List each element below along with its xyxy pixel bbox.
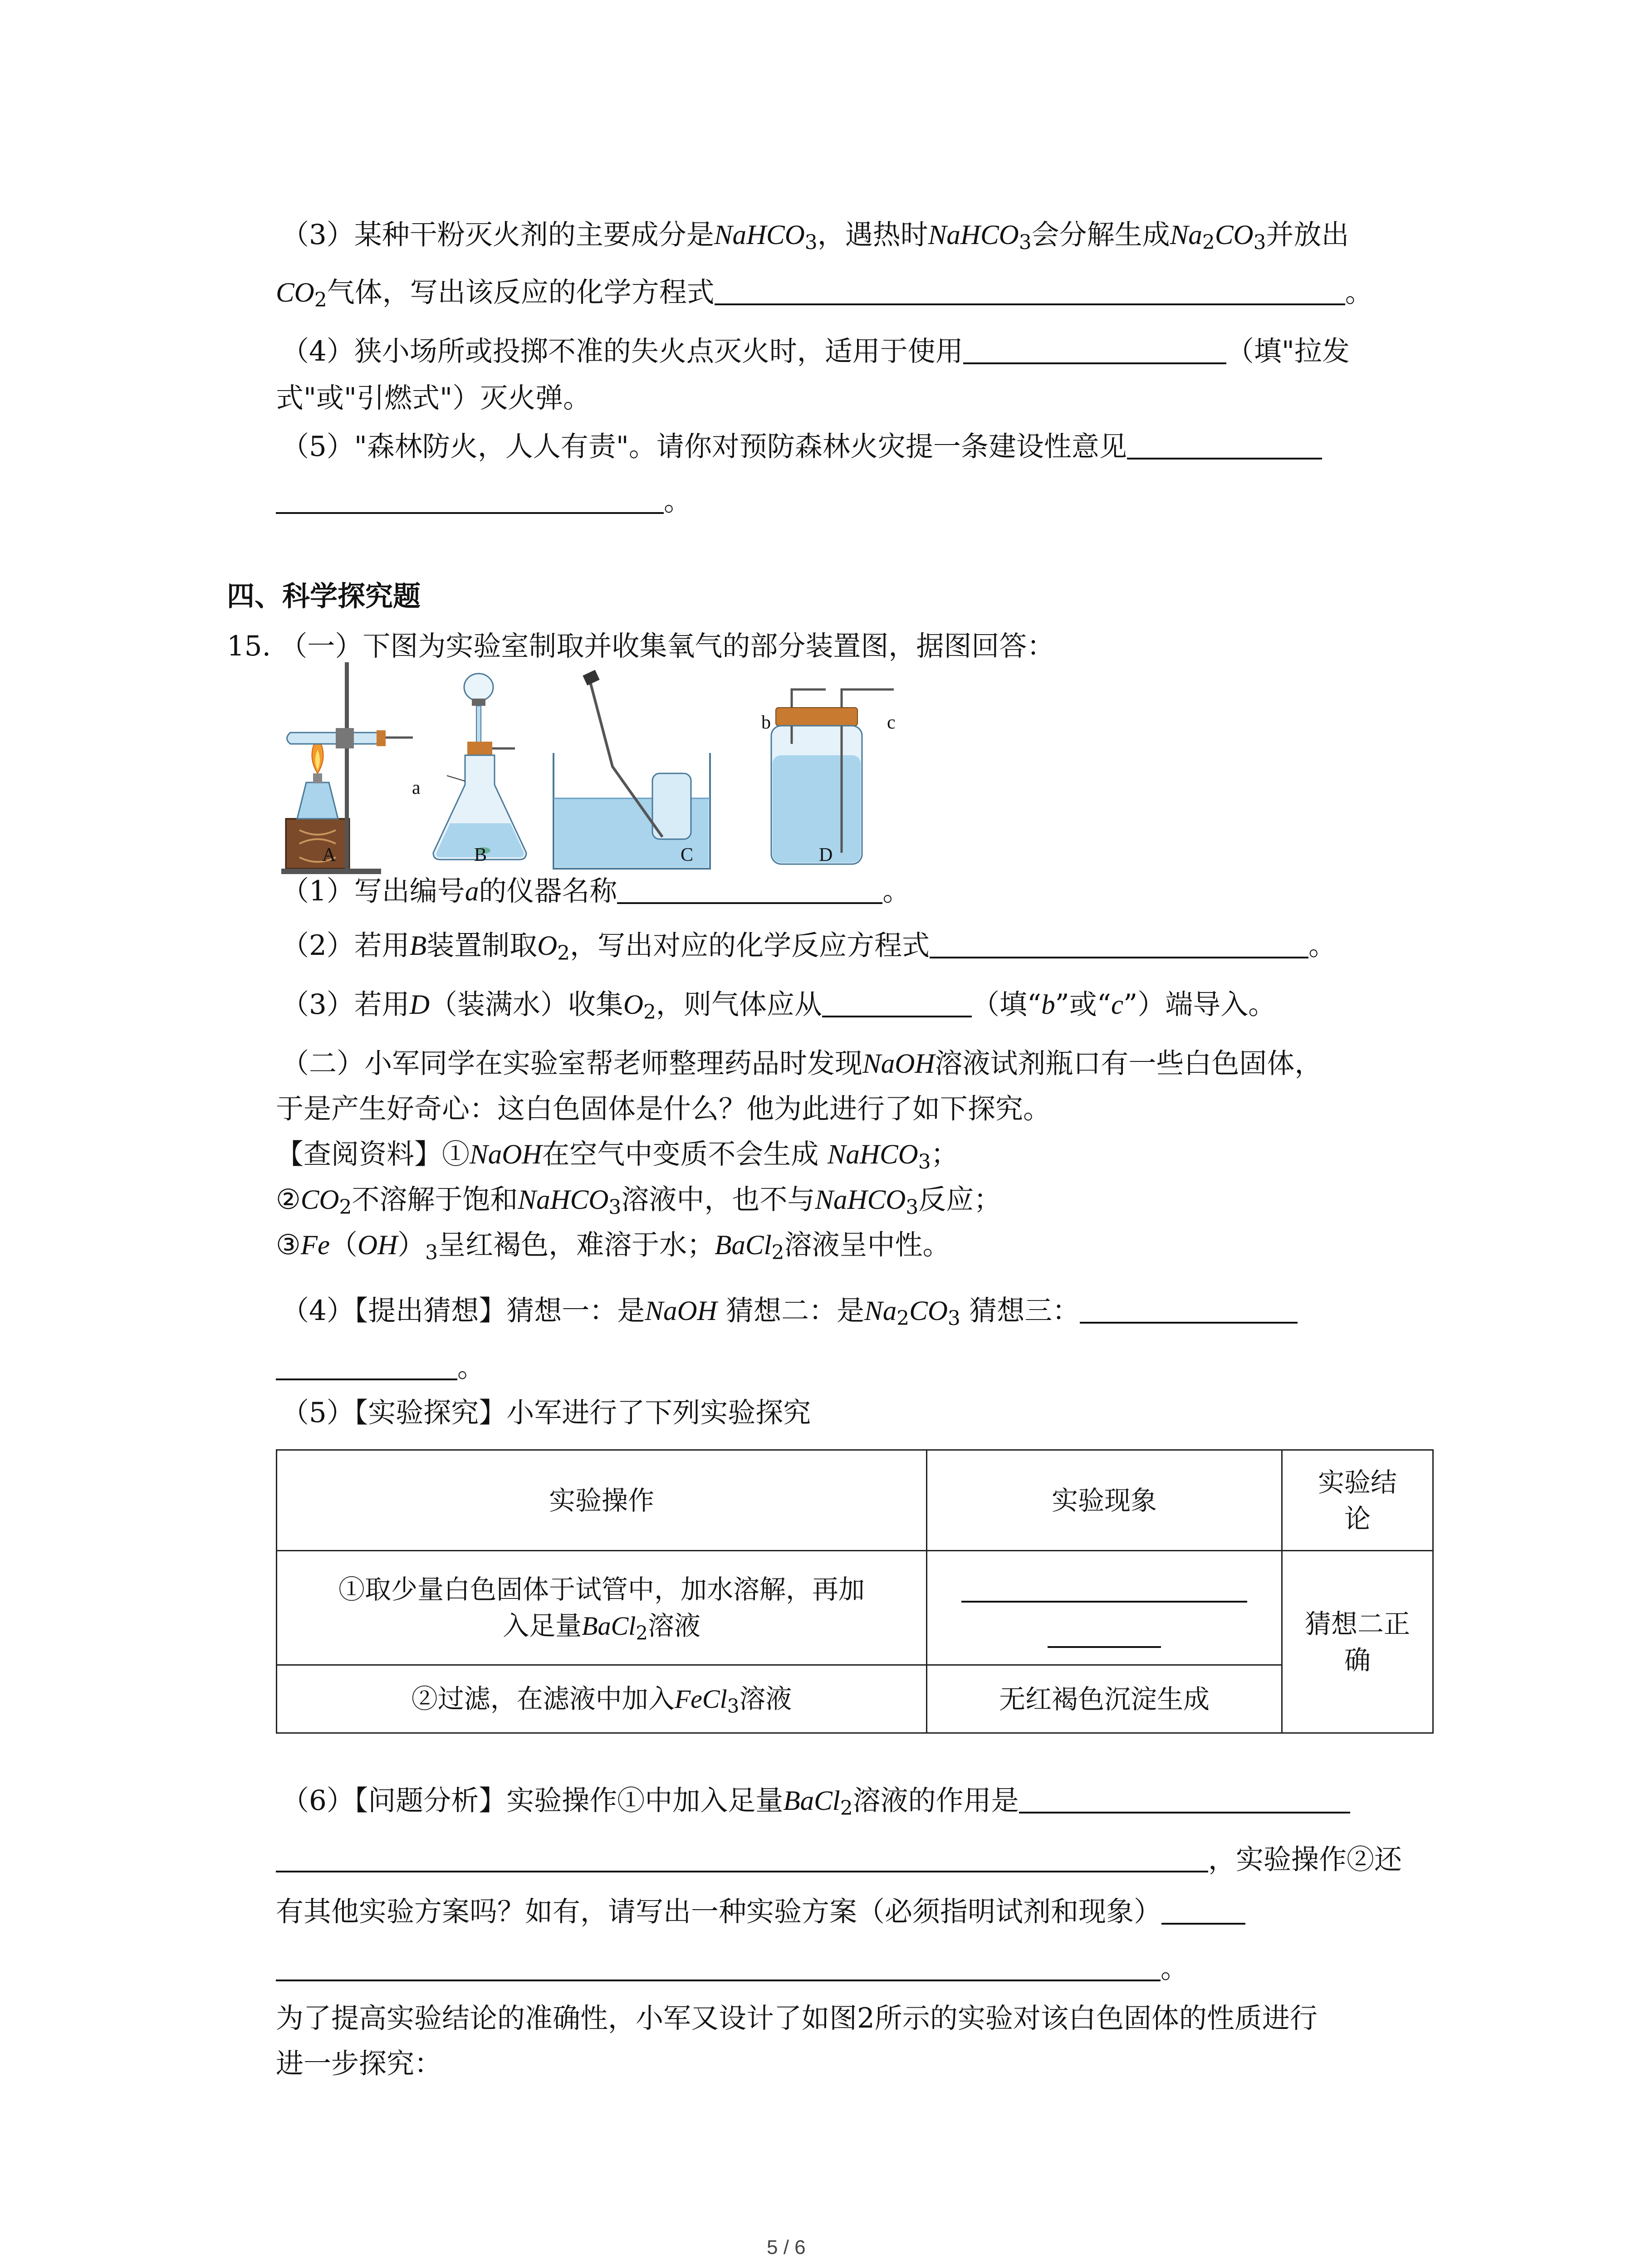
q4-line2: 式"或"引燃式"）灭火弹。 [276,382,591,414]
reference-line1: 【查阅资料】①NaOH在空气中变质不会生成 NaHCO$_3$； [276,1138,959,1173]
q15-part6-blank-1[interactable] [1019,1784,1350,1813]
q15-part6-line4: 。 [276,1950,1188,1987]
q15-part3: （3）若用D（装满水）收集$O_2$，则气体应从 （填“b”或“c”）端导入。 [281,988,1276,1024]
table-conclusion: 猜想二正 确 [1282,1551,1433,1733]
q5-answer-blank-1[interactable] [1127,430,1322,459]
q15-part4-blank-2[interactable] [276,1351,457,1380]
apparatus-c [554,670,710,869]
q15-part1: （1）写出编号a的仪器名称 。 [281,875,911,907]
q3-line2: $CO_2$气体，写出该反应的化学方程式 。 [276,276,1373,312]
table-phenomenon-blank-1[interactable] [961,1574,1247,1603]
q3-answer-blank[interactable] [715,276,1345,305]
label-C: C [681,845,694,865]
q15-part4-line2: 。 [276,1349,485,1386]
table-header-conclusion: 实验结 论 [1282,1450,1433,1551]
q15-part4-blank-1[interactable] [1080,1295,1298,1324]
q15-part5-intro: （5）【实验探究】小军进行了下列实验探究 [281,1397,811,1429]
q15-part2-blank[interactable] [930,929,1308,958]
q5-line2: 。 [276,483,691,519]
q5-answer-blank-2[interactable] [276,485,664,514]
label-B: B [474,845,487,865]
q15-part6-blank-3[interactable] [1161,1896,1245,1925]
table-row2-operation: ②过滤，在滤液中加入FeCl$_3$溶液 [277,1665,927,1733]
q4-answer-blank[interactable] [963,335,1226,364]
section-title: 四、科学探究题 [227,580,421,612]
q15-intro: 15. （一）下图为实验室制取并收集氧气的部分装置图，据图回答： [227,630,1055,662]
q3-line1: （3）某种干粉灭火剂的主要成分是NaHCO$_3$，遇热时NaHCO$_3$会分解生成$Na_2CO_3$并放出 [281,219,1349,254]
q15-part6-blank-2[interactable] [276,1843,1208,1872]
q15-part1-blank[interactable] [617,875,882,904]
label-a: a [412,777,421,798]
final-paragraph-line2: 进一步探究： [276,2048,442,2080]
q15-part6-blank-4[interactable] [276,1952,1161,1981]
final-paragraph-line1: 为了提高实验结论的准确性，小军又设计了如图2所示的实验对该白色固体的性质进行 [276,2002,1318,2034]
reference-line3: $③Fe(OH)_3$呈红褐色，难溶于水；BaCl$_2$溶液呈中性。 [276,1229,950,1264]
label-c: c [887,712,896,733]
q5-line1: （5）"森林防火，人人有责"。请你对预防森林火灾提一条建设性意见 [281,429,1322,465]
experiment-table [276,1449,1434,1734]
page-number: 5 / 6 [767,2236,806,2258]
label-b: b [761,712,771,733]
q15-part2: （2）若用B装置制取$O_2$，写出对应的化学反应方程式 。 [281,929,1337,965]
table-header-phenomenon: 实验现象 [927,1450,1282,1551]
apparatus-a [281,662,413,874]
table-row1-operation: ①取少量白色固体于试管中，加水溶解，再加 入足量BaCl$_2$溶液 [277,1551,927,1665]
apparatus-d [771,689,894,864]
table-header-operation: 实验操作 [277,1450,927,1551]
table-row2-phenomenon: 无红褐色沉淀生成 [927,1665,1282,1733]
q15-part-two-line1: （二）小军同学在实验室帮老师整理药品时发现NaOH溶液试剂瓶口有一些白色固体， [281,1047,1323,1080]
q15-part6-line1: （6）【问题分析】实验操作①中加入足量BaCl$_2$溶液的作用是 [281,1783,1350,1819]
table-phenomenon-blank-2[interactable] [1048,1619,1161,1648]
q15-part-two-line2: 于是产生好奇心：这白色固体是什么？他为此进行了如下探究。 [276,1093,1051,1125]
q15-part3-blank[interactable] [822,988,972,1017]
q4-line1: （4）狭小场所或投掷不准的失火点灭火时，适用于使用 （填"拉发 [281,335,1350,367]
label-D: D [819,845,833,865]
q15-part4-line1: （4）【提出猜想】猜想一：是NaOH 猜想二：是$Na_2CO_3$ 猜想三： [281,1293,1298,1330]
table-row1-phenomenon [927,1551,1282,1665]
label-A: A [322,845,336,865]
reference-line2: $②CO_2$不溶解于饱和NaHCO$_3$溶液中，也不与NaHCO$_3$反应； [276,1183,1002,1219]
q15-part6-line3: 有其他实验方案吗？如有，请写出一种实验方案（必须指明试剂和现象） [276,1894,1245,1930]
q15-part6-line2: ，实验操作②还 [276,1842,1402,1878]
apparatus-b [433,674,526,860]
